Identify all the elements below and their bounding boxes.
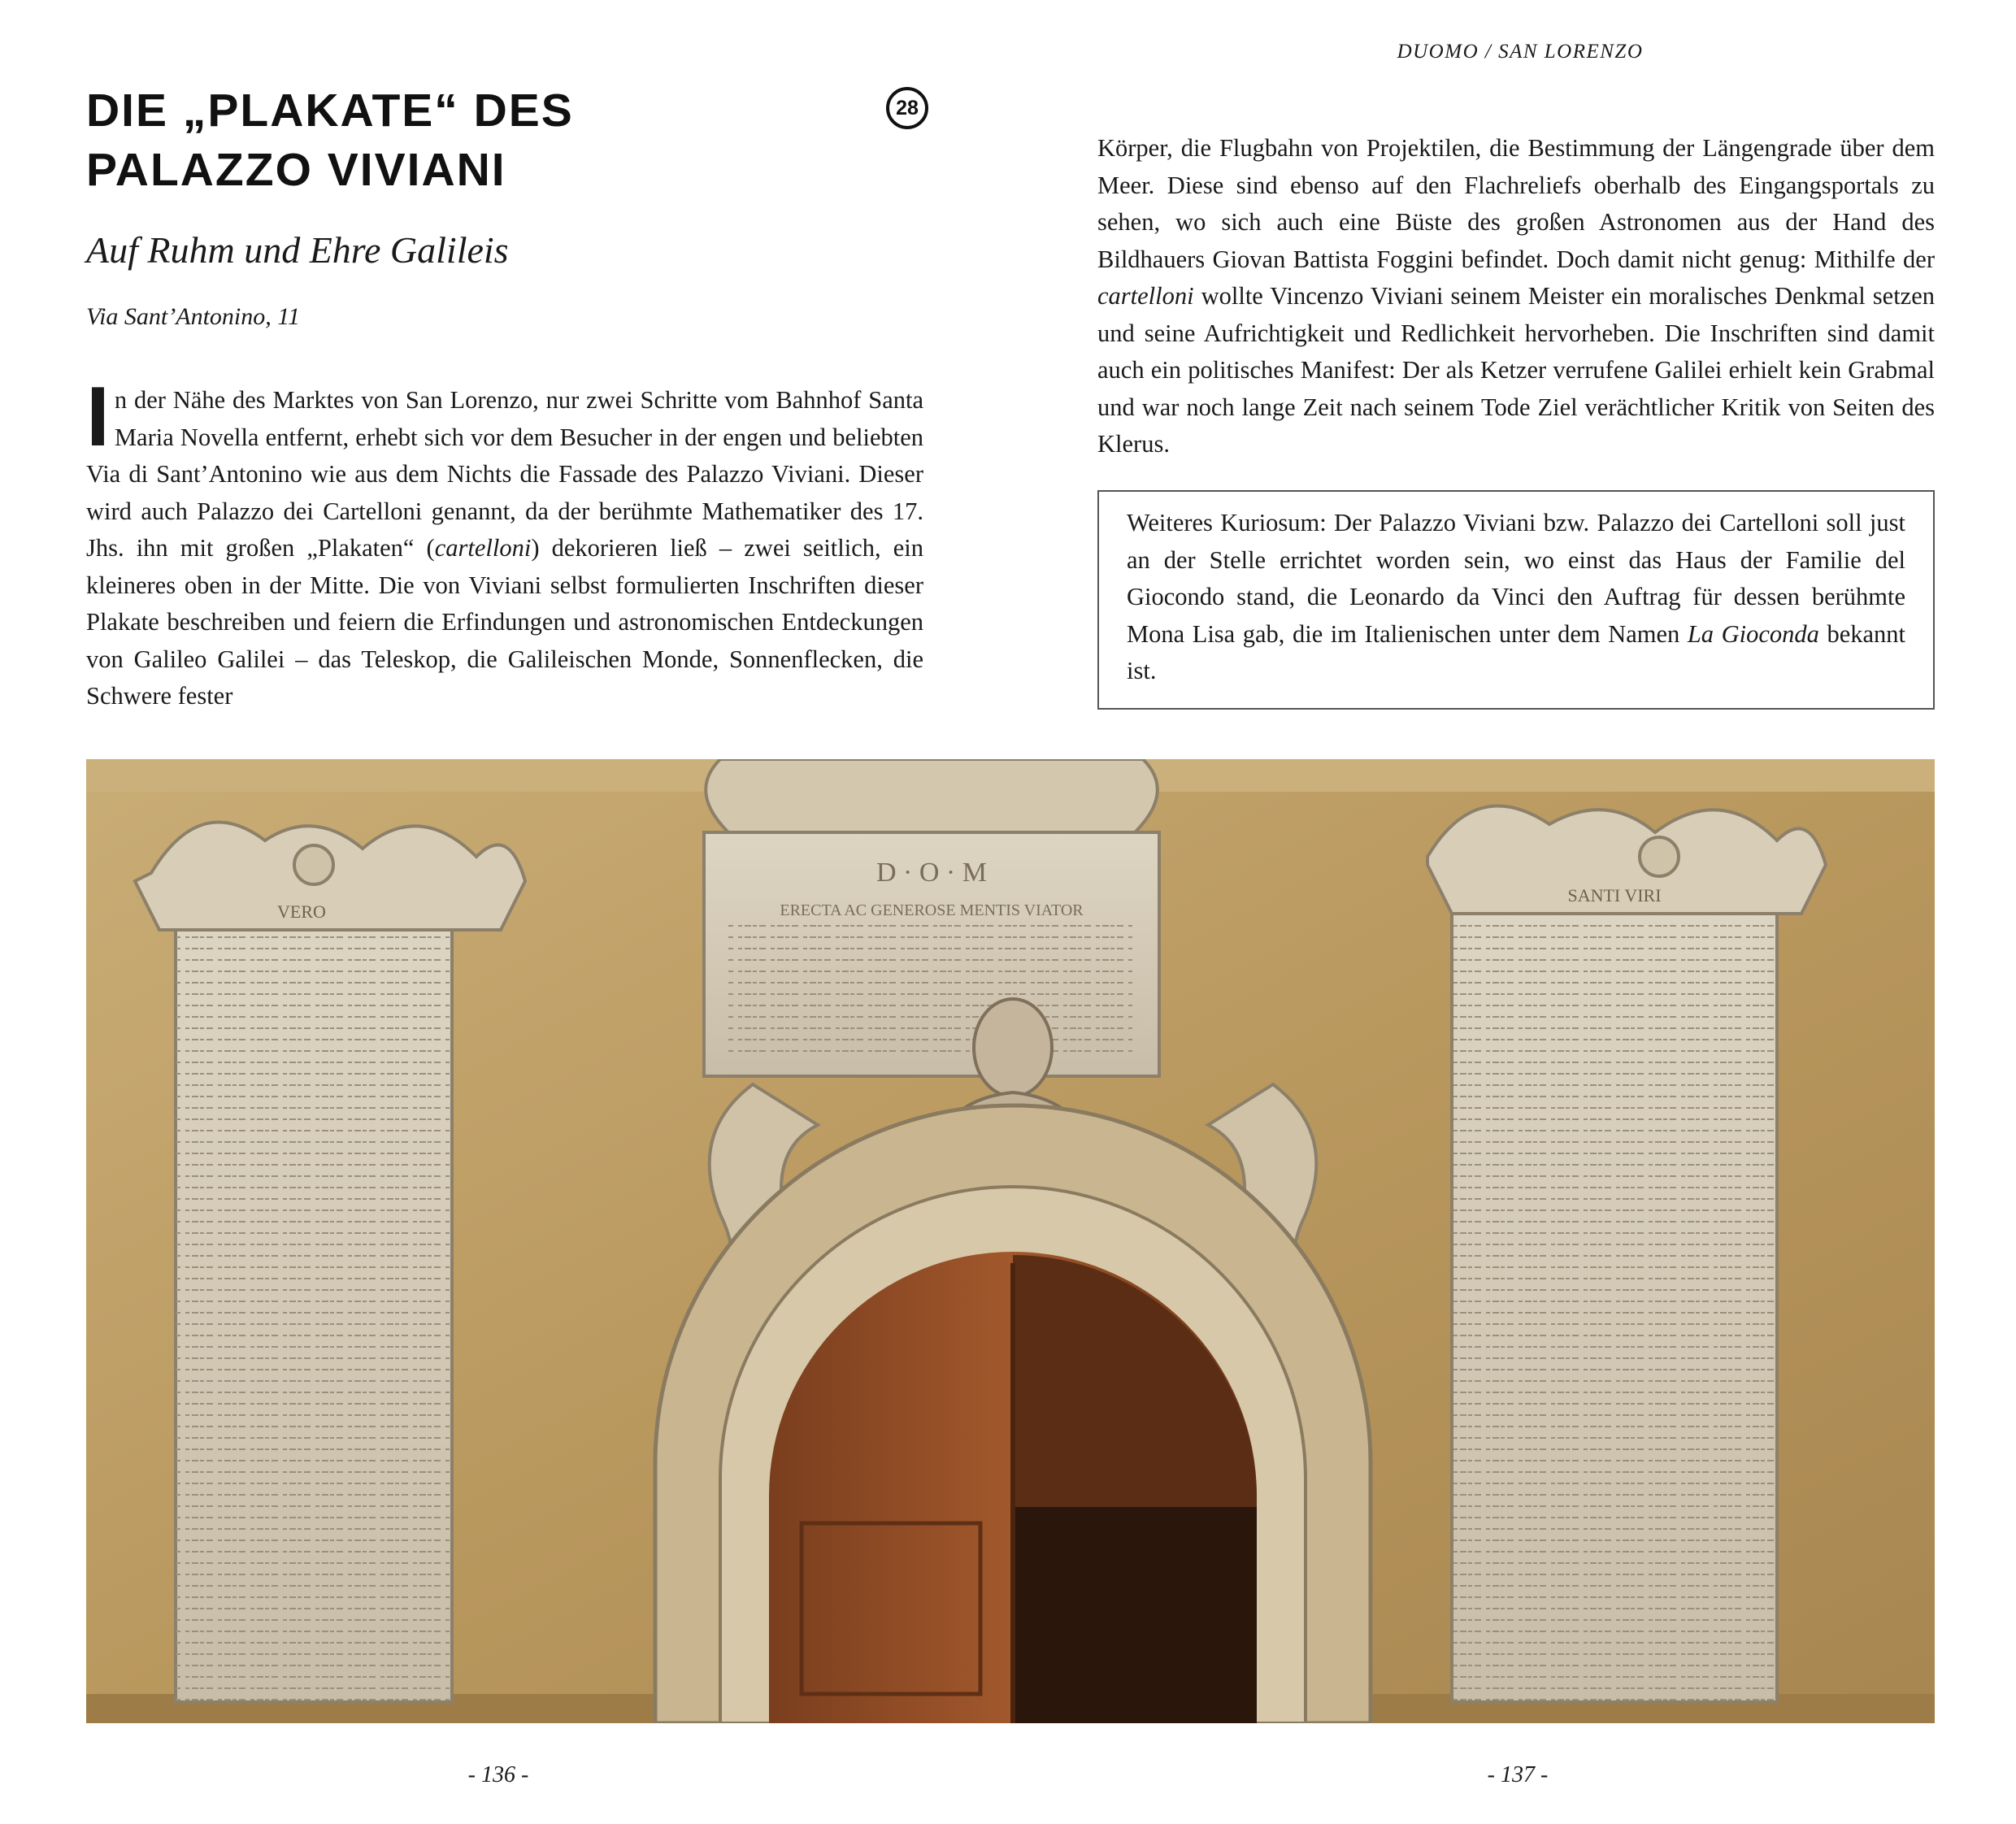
- article-title: [86, 81, 818, 200]
- right-italic-term: cartelloni: [1097, 282, 1194, 310]
- title-line-1: DIE „PLAKATE“ DES: [86, 85, 574, 137]
- palazzo-facade-photo: [86, 759, 1935, 1723]
- page-number-right: - 137 -: [1487, 1762, 1549, 1787]
- left-text-part-2: ) dekorieren ließ – zwei seitlich, ein kleineres oben in der Mitte. Die von Viviani selbst formulierten Inschriften dieser Plakate beschreiben und feiern die Erfindungen und astronomischen Entdeckungen von Galileo Galilei – das Teleskop, die Galileischen Monde, Sonnenflecken, die Schwere fester: [86, 534, 924, 710]
- left-italic-term: cartelloni: [434, 534, 532, 562]
- right-plaque-heading: SANTI VIRI: [1567, 885, 1662, 905]
- sidebox-text-part-1: Weiteres Kuriosum: Der Palazzo Viviani bzw. Palazzo dei Cartelloni soll just an der Stelle errichtet worden sein, wo einst das Haus der Familie del Giocondo stand, die Leonardo da Vinci den Auftrag für dessen berühmte Mona Lisa gab, die im Italienischen unter dem Namen: [1127, 509, 1905, 648]
- right-column-text: [1097, 130, 1935, 463]
- right-text-part-1: Körper, die Flugbahn von Projektilen, die Bestimmung der Längengrade über dem Meer. Diese sind ebenso auf den Flachreliefs oberhalb des Eingangsportals zu sehen, wo sich auch eine Büste des großen Astronomen aus der Hand des Bildhauers Giovan Battista Foggini befindet. Doch damit nicht genug: Mithilfe der: [1097, 134, 1935, 273]
- curiosity-box: [1097, 490, 1935, 710]
- running-head: DUOMO / SAN LORENZO: [1397, 41, 1644, 63]
- drop-cap: I: [86, 370, 110, 464]
- sidebox-text-part-2: bekannt ist.: [1127, 619, 1905, 684]
- inscription-dom: D · O · M: [876, 858, 987, 888]
- right-text-part-2: wollte Vincenzo Viviani seinem Meister ein moralisches Denkmal setzen und seine Aufrichtigkeit und Redlichkeit hervorheben. Die Inschriften sind damit auch ein politisches Manifest: Der als Ketzer verrufene Galilei erhielt kein Grabmal und war noch lange Zeit nach seinem Tode Ziel verächtlicher Kritik von Seiten des Klerus.: [1097, 282, 1935, 458]
- sidebox-italic-term: La Gioconda: [1687, 619, 1819, 648]
- inscription-line: ERECTA AC GENEROSE MENTIS VIATOR: [780, 901, 1084, 919]
- right-plaque: [1427, 806, 1826, 1703]
- entry-number-badge: 28: [886, 87, 928, 129]
- article-subtitle: Auf Ruhm und Ehre Galileis: [86, 229, 509, 271]
- left-column-text: [86, 370, 924, 715]
- left-text-part-1: n der Nähe des Marktes von San Lorenzo, nur zwei Schritte vom Bahnhof Santa Maria Novella entfernt, erhebt sich vor dem Besucher in der engen und beliebten Via di Sant’Antonino wie aus dem Nichts die Fassade des Palazzo Viviani. Dieser wird auch Palazzo dei Cartelloni genannt, da der berühmte Mathematiker des 17. Jhs. ihn mit großen „Plakaten“ (: [86, 386, 923, 562]
- left-plaque-heading: VERO: [277, 901, 326, 922]
- address: Via Sant’Antonino, 11: [86, 303, 301, 330]
- page-number-left: - 136 -: [467, 1762, 529, 1787]
- title-line-2: PALAZZO VIVIANI: [86, 144, 506, 196]
